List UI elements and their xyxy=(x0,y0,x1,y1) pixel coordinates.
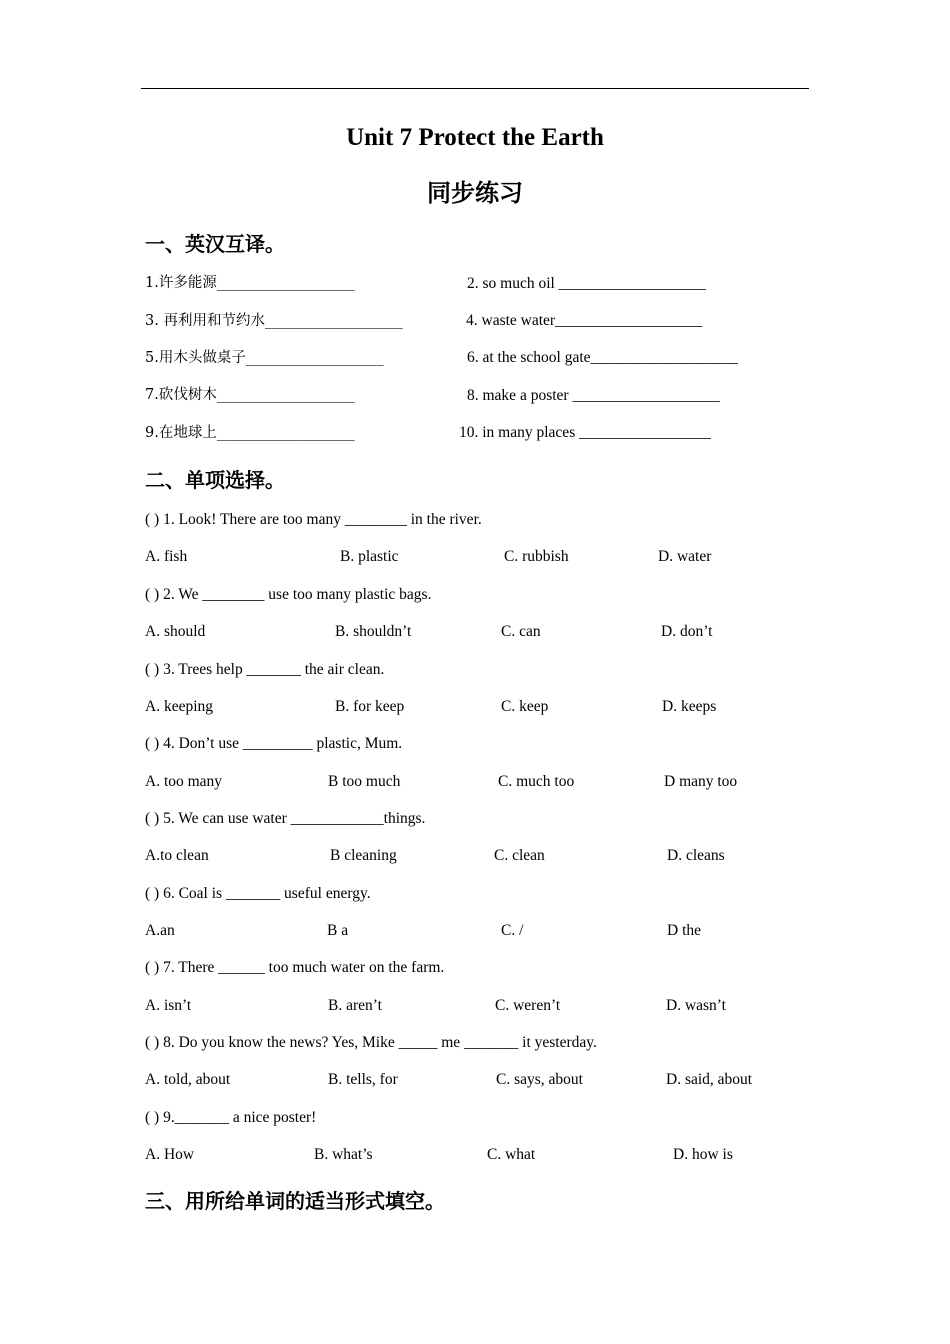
q4-option-b: B too much xyxy=(328,773,401,790)
q9-option-c: C. what xyxy=(487,1146,536,1163)
translation-item-6: 6. at the school gate___________________ xyxy=(467,349,738,366)
q5-option-c: C. clean xyxy=(494,847,545,864)
translation-item-2: 2. so much oil ___________________ xyxy=(467,275,706,292)
q5-option-d: D. cleans xyxy=(667,847,725,864)
q1-option-c: C. rubbish xyxy=(504,548,569,565)
q6-option-a: A.an xyxy=(145,922,175,939)
q7-option-d: D. wasn’t xyxy=(666,997,726,1014)
q7-option-a: A. isn’t xyxy=(145,997,192,1014)
q3-option-c: C. keep xyxy=(501,698,549,715)
q7-option-b: B. aren’t xyxy=(328,997,382,1014)
q4-option-c: C. much too xyxy=(498,773,575,790)
q3-option-d: D. keeps xyxy=(662,698,717,715)
q6-option-c: C. / xyxy=(501,922,524,939)
q1-option-b: B. plastic xyxy=(340,548,399,565)
section3-heading: 三、用所给单词的适当形式填空。 xyxy=(145,1189,445,1213)
q4-option-a: A. too many xyxy=(145,773,223,790)
question-8: ( ) 8. Do you know the news? Yes, Mike _____ me _______ it yesterday. xyxy=(145,1034,597,1051)
page-title: Unit 7 Protect the Earth xyxy=(346,124,604,151)
q8-option-b: B. tells, for xyxy=(328,1071,398,1088)
q8-option-c: C. says, about xyxy=(496,1071,583,1088)
q2-option-c: C. can xyxy=(501,623,541,640)
q2-option-a: A. should xyxy=(145,623,206,640)
translation-item-5: 5.用木头做桌子___________________ xyxy=(145,350,384,366)
q8-option-d: D. said, about xyxy=(666,1071,753,1088)
q5-option-b: B cleaning xyxy=(330,847,397,864)
translation-item-8: 8. make a poster ___________________ xyxy=(467,387,720,404)
question-1: ( ) 1. Look! There are too many ________ in the river. xyxy=(145,511,482,528)
section1-heading: 一、英汉互译。 xyxy=(145,232,285,256)
question-2: ( ) 2. We ________ use too many plastic bags. xyxy=(145,586,432,603)
page-subtitle: 同步练习 xyxy=(427,178,523,207)
translation-item-4: 4. waste water___________________ xyxy=(466,312,703,329)
translation-item-9: 9.在地球上___________________ xyxy=(145,425,355,441)
question-7: ( ) 7. There ______ too much water on the farm. xyxy=(145,959,445,976)
question-9: ( ) 9._______ a nice poster! xyxy=(145,1109,317,1126)
question-3: ( ) 3. Trees help _______ the air clean. xyxy=(145,661,385,678)
q6-option-b: B a xyxy=(327,922,349,939)
translation-item-1: 1.许多能源___________________ xyxy=(145,275,355,291)
q2-option-b: B. shouldn’t xyxy=(335,623,412,640)
translation-item-10: 10. in many places _________________ xyxy=(459,424,711,441)
q7-option-c: C. weren’t xyxy=(495,997,561,1014)
q6-option-d: D the xyxy=(667,922,702,939)
question-6: ( ) 6. Coal is _______ useful energy. xyxy=(145,885,371,902)
q1-option-d: D. water xyxy=(658,548,712,565)
q9-option-b: B. what’s xyxy=(314,1146,373,1163)
question-4: ( ) 4. Don’t use _________ plastic, Mum. xyxy=(145,735,403,752)
q4-option-d: D many too xyxy=(664,773,738,790)
q3-option-b: B. for keep xyxy=(335,698,405,715)
question-5: ( ) 5. We can use water ____________things. xyxy=(145,810,426,827)
q9-option-d: D. how is xyxy=(673,1146,733,1163)
q1-option-a: A. fish xyxy=(145,548,188,565)
q2-option-d: D. don’t xyxy=(661,623,713,640)
q3-option-a: A. keeping xyxy=(145,698,214,715)
q5-option-a: A.to clean xyxy=(145,847,209,864)
section2-heading: 二、单项选择。 xyxy=(145,468,285,492)
header-rule xyxy=(141,88,809,89)
translation-item-7: 7.砍伐树木___________________ xyxy=(145,387,355,403)
translation-item-3: 3. 再利用和节约水___________________ xyxy=(145,313,403,329)
q9-option-a: A. How xyxy=(145,1146,195,1163)
q8-option-a: A. told, about xyxy=(145,1071,231,1088)
